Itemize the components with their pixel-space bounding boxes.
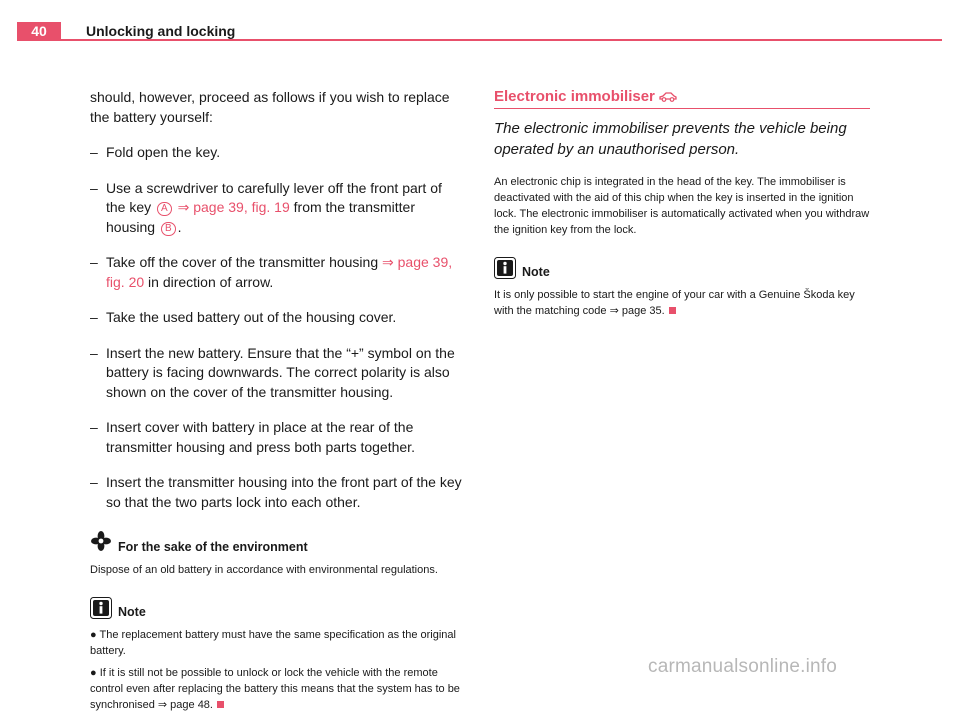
header-divider [17,39,942,41]
note-title: Note [118,605,146,619]
note-bullet: ● The replacement battery must have the same specification as the original battery. [90,629,456,657]
left-column [90,88,464,713]
label-a-badge: A [157,202,172,216]
section-lead: The electronic immobiliser prevents the vehicle being operated by an unauthorised person. [494,120,847,158]
note-heading [494,257,870,281]
right-column [494,88,870,319]
page-header [17,22,942,40]
section-end-marker [669,307,676,314]
note-title: Note [522,265,550,279]
note-icon [494,257,516,279]
step-lever-front: – Use a screwdriver to carefully lever off the front part of the key A ⇒ page 39, fig. 19 from the transmitter housing B . [90,179,442,235]
step-fold-key: – Fold open the key. [90,144,221,160]
step-remove-battery: – Take the used battery out of the housing cover. [90,309,397,325]
section-end-marker [217,701,224,708]
note-heading [90,597,464,621]
environment-heading [90,530,464,556]
leaf-icon [90,530,112,552]
step-insert-housing: – Insert the transmitter housing into the front part of the key so that the two parts lock into each other. [90,474,462,510]
note-text: It is only possible to start the engine of your car with a Genuine Škoda key with the matching code ⇒ page 35. [494,289,855,317]
label-b-badge: B [161,222,176,236]
environment-text: Dispose of an old battery in accordance with environmental regulations. [90,564,438,576]
step-remove-cover: – Take off the cover of the transmitter housing ⇒ page 39, fig. 20 in direction of arrow. [90,254,453,290]
immobiliser-body: An electronic chip is integrated in the head of the key. The immobiliser is deactivated with the aid of this chip when the key is inserted in the ignition lock. The electronic immobiliser is automatically activated when you withdraw the ignition key from the lock. [494,176,870,236]
page35-ref[interactable]: ⇒ page 35. [609,305,665,317]
page-title: Unlocking and locking [86,23,236,39]
page-number: 40 [17,22,61,40]
fig19-link[interactable]: ⇒ page 39, fig. 19 [177,199,290,215]
watermark: carmanualsonline.info [648,656,838,677]
section-heading: Electronic immobiliser [494,88,870,106]
environment-title: For the sake of the environment [118,540,308,554]
step-insert-battery: – Insert the new battery. Ensure that the “+” symbol on the battery is facing downwards. The correct polarity is also shown on the cover of the transmitter housing. [90,344,455,400]
fig20-link[interactable]: ⇒ page 39, fig. 20 [106,254,453,290]
page48-ref[interactable]: ⇒ page 48. [157,699,213,711]
section-divider [494,108,870,109]
step-insert-cover: – Insert cover with battery in place at the rear of the transmitter housing and press both parts together. [90,419,415,455]
car-icon [659,91,677,102]
note-bullet: ● If it is still not be possible to unlock or lock the vehicle with the remote control even after replacing the battery this means that the system has to be synchronised ⇒ page 48. [90,667,460,711]
note-icon [90,597,112,619]
intro-text: should, however, proceed as follows if you wish to replace the battery yourself: [90,89,450,125]
